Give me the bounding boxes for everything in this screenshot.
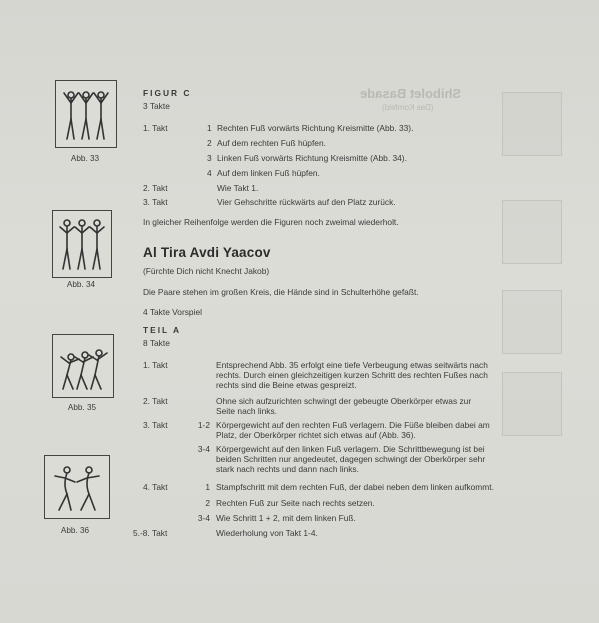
bleed-through-subtitle: (Das Kornfeld) <box>382 103 434 112</box>
step-text: Vier Gehschritte rückwärts auf den Platz zurück. <box>217 197 396 207</box>
step-text: Entsprechend Abb. 35 erfolgt eine tiefe Verbeugung etwas seitwärts nach <box>216 360 488 370</box>
step-text: Rechten Fuß zur Seite nach rechts setzen. <box>216 498 375 508</box>
step-text: Seite nach links. <box>216 406 277 416</box>
step-text: Rechten Fuß vorwärts Richtung Kreismitte (Abb. 33). <box>217 123 414 133</box>
takte-count: 3 Takte <box>143 101 170 111</box>
step-text: Auf dem rechten Fuß hüpfen. <box>217 138 326 148</box>
bleed-through-figure <box>502 200 562 264</box>
bleed-through-figure <box>502 290 562 354</box>
dance-title: Al Tira Avdi Yaacov <box>143 245 271 260</box>
dance-intro: Die Paare stehen im großen Kreis, die Hände sind in Schulterhöhe gefaßt. <box>143 287 419 297</box>
step-number: 3 <box>207 153 212 163</box>
repeat-note: In gleicher Reihenfolge werden die Figuren noch zweimal wiederholt. <box>143 217 399 227</box>
figure-caption: Abb. 34 <box>66 280 96 289</box>
three-dancers-standing-icon <box>55 80 117 148</box>
figure-caption: Abb. 36 <box>60 526 90 535</box>
takt-label: 1. Takt <box>143 360 168 370</box>
figure-caption: Abb. 33 <box>70 154 100 163</box>
step-number: 1-2 <box>197 420 210 430</box>
takt-label: 1. Takt <box>143 123 168 133</box>
bleed-through-title: Shibolet Basade <box>360 86 462 101</box>
step-text: Wie Schritt 1 + 2, mit dem linken Fuß. <box>216 513 356 523</box>
step-text: Auf dem linken Fuß hüpfen. <box>217 168 320 178</box>
step-text: beiden Schritten nur angedeutet, dagegen schwingt der Oberkörper sehr <box>216 454 486 464</box>
takte-count: 8 Takte <box>143 338 170 348</box>
takt-label: 3. Takt <box>143 420 168 430</box>
step-text: Platz, der Oberkörper richtet sich etwas auf (Abb. 36). <box>216 430 416 440</box>
takt-label: 3. Takt <box>143 197 168 207</box>
step-text: rechts sind die Beine etwas gespreizt. <box>216 380 357 390</box>
step-text: Stampfschritt mit dem rechten Fuß, der dabei neben dem linken aufkommt. <box>216 482 494 492</box>
step-number: 1 <box>205 482 210 492</box>
dancers-leaning-icon <box>44 455 110 519</box>
step-number: 1 <box>207 123 212 133</box>
step-number: 3-4 <box>197 444 210 454</box>
step-text: Wiederholung von Takt 1-4. <box>216 528 318 538</box>
dance-subtitle: (Fürchte Dich nicht Knecht Jakob) <box>143 266 270 276</box>
step-number: 4 <box>207 168 212 178</box>
step-text: Wie Takt 1. <box>217 183 259 193</box>
takt-label: 2. Takt <box>143 396 168 406</box>
step-text: stark nach rechts und dann nach links. <box>216 464 359 474</box>
section-heading: FIGUR C <box>143 88 192 98</box>
step-text: Körpergewicht auf den linken Fuß verlagern. Die Schrittbewegung ist bei <box>216 444 485 454</box>
bleed-through-figure <box>502 92 562 156</box>
three-dancers-arms-raised-icon <box>52 210 112 278</box>
step-text: rechts. Durch einen gleichzeitigen kurzen Schritt des rechten Fußes nach <box>216 370 488 380</box>
step-number: 2 <box>205 498 210 508</box>
section-heading: TEIL A <box>143 325 182 335</box>
vorspiel: 4 Takte Vorspiel <box>143 307 202 317</box>
step-text: Linken Fuß vorwärts Richtung Kreismitte (Abb. 34). <box>217 153 407 163</box>
step-number: 3-4 <box>197 513 210 523</box>
step-text: Körpergewicht auf den rechten Fuß verlagern. Die Füße bleiben dabei am <box>216 420 490 430</box>
step-number: 2 <box>207 138 212 148</box>
bleed-through-figure <box>502 372 562 436</box>
step-text: Ohne sich aufzurichten schwingt der gebeugte Oberkörper etwas zur <box>216 396 472 406</box>
figure-caption: Abb. 35 <box>67 403 97 412</box>
takt-label: 2. Takt <box>143 183 168 193</box>
takt-label: 4. Takt <box>143 482 168 492</box>
takt-label: 5.-8. Takt <box>133 528 168 538</box>
dancers-bowing-icon <box>52 334 114 398</box>
